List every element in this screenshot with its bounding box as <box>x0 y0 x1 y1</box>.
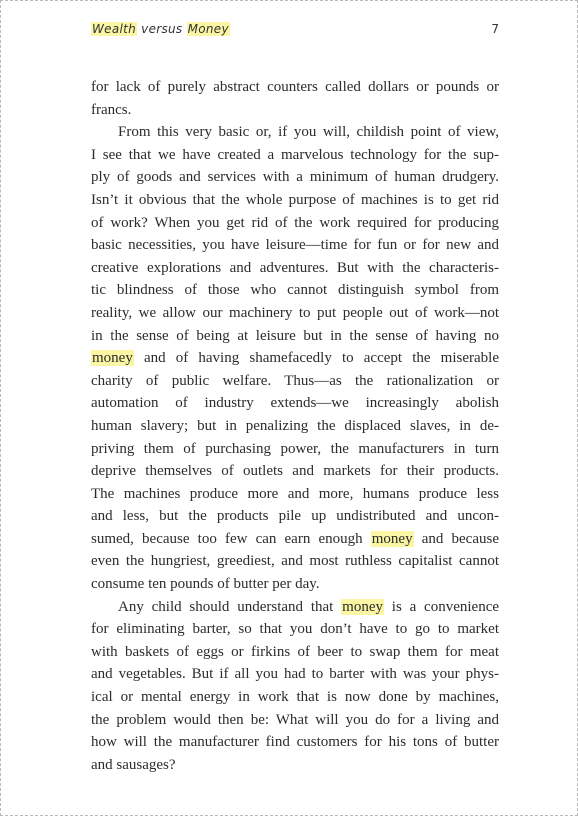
text-line <box>91 302 499 325</box>
text-run: is a convenience <box>383 598 500 615</box>
text-run: The machines produce more and more, humans produce less <box>91 485 499 502</box>
text-line <box>91 166 499 189</box>
text-line <box>91 663 499 686</box>
text-line <box>91 596 499 619</box>
text-run: and less, but the products pile up undistributed and uncon- <box>91 508 499 525</box>
text-line <box>91 144 499 167</box>
text-run: of work? When you get rid of the work required for producing <box>91 214 499 231</box>
paragraph <box>91 121 499 595</box>
text-run: in the sense of being at leisure but in the sense of having no <box>91 327 499 344</box>
text-run: automation of industry extends—we increasingly abolish <box>91 395 499 412</box>
text-run: even the hungriest, greediest, and most ruthless capitalist cannot <box>91 553 499 570</box>
text-line <box>91 618 499 641</box>
text-line <box>91 686 499 709</box>
body-text <box>91 76 499 776</box>
running-title-money[interactable]: Money <box>187 22 229 36</box>
text-run: for eliminating barter, so that you don’t have to go to market <box>91 621 499 638</box>
search-highlight[interactable]: money <box>92 350 133 367</box>
text-run: consume ten pounds of butter per day. <box>91 576 320 593</box>
text-line <box>91 483 499 506</box>
text-run: ply of goods and services with a minimum of human drudgery. <box>91 169 499 186</box>
text-line <box>91 370 499 393</box>
text-line <box>91 505 499 528</box>
text-line <box>91 347 499 370</box>
text-run: tic blindness of those who cannot distinguish symbol from <box>91 282 499 299</box>
text-run: basic necessities, you have leisure—time for fun or for new and <box>91 237 499 254</box>
text-run: From this very basic or, if you will, childish point of view, <box>118 124 499 141</box>
running-title <box>91 22 230 36</box>
running-title-versus: versus <box>137 22 187 36</box>
text-line <box>91 415 499 438</box>
text-line <box>91 754 499 777</box>
text-run: and because <box>413 530 499 547</box>
text-line <box>91 709 499 732</box>
text-run: priving them of purchasing power, the manufacturers in turn <box>91 440 499 457</box>
text-run: I see that we have created a marvelous technology for the sup- <box>91 146 499 163</box>
text-run: and of having shamefacedly to accept the miserable <box>133 350 499 367</box>
text-run: charity of public welfare. Thus—as the rationalization or <box>91 372 499 389</box>
search-highlight[interactable]: money <box>342 598 383 615</box>
text-run: creative explorations and adventures. But with the characteris- <box>91 259 499 276</box>
text-run: how will the manufacturer find customers for his tons of butter <box>91 734 499 751</box>
text-line <box>91 731 499 754</box>
text-line <box>91 392 499 415</box>
text-run: with baskets of eggs or firkins of beer to swap them for meat <box>91 643 499 660</box>
text-line <box>91 257 499 280</box>
text-run: ical or mental energy in work that is now done by machines, <box>91 689 499 706</box>
search-highlight[interactable]: money <box>371 530 413 547</box>
text-run: deprive themselves of outlets and markets for their products. <box>91 463 499 480</box>
text-run: francs. <box>91 101 132 118</box>
text-run: and sausages? <box>91 756 176 773</box>
text-line <box>91 550 499 573</box>
text-line <box>91 279 499 302</box>
text-run: and vegetables. But if all you had to barter with was your phys- <box>91 666 499 683</box>
text-line <box>91 641 499 664</box>
text-run: for lack of purely abstract counters called dollars or pounds or <box>91 79 499 95</box>
text-line <box>91 99 499 122</box>
text-line <box>91 76 499 99</box>
text-line <box>91 121 499 144</box>
text-line <box>91 212 499 235</box>
paragraph <box>91 76 499 121</box>
text-line <box>91 325 499 348</box>
text-line <box>91 234 499 257</box>
text-run: reality, we allow our machinery to put people out of work—not <box>91 304 499 321</box>
text-run: Isn’t it obvious that the whole purpose of machines is to get rid <box>91 191 499 208</box>
text-line <box>91 189 499 212</box>
running-head <box>91 22 499 40</box>
running-title-wealth[interactable]: Wealth <box>92 22 137 36</box>
text-line <box>91 460 499 483</box>
text-line <box>91 438 499 461</box>
text-line <box>91 573 499 596</box>
page-number: 7 <box>491 22 499 36</box>
paragraph <box>91 596 499 777</box>
text-line <box>91 528 499 551</box>
text-run: the problem would then be: What will you do for a living and <box>91 711 499 728</box>
text-run: sumed, because too few can earn enough <box>91 530 371 547</box>
text-run: human slavery; but in penalizing the displaced slaves, in de- <box>91 417 499 434</box>
text-run: Any child should understand that <box>118 598 342 615</box>
